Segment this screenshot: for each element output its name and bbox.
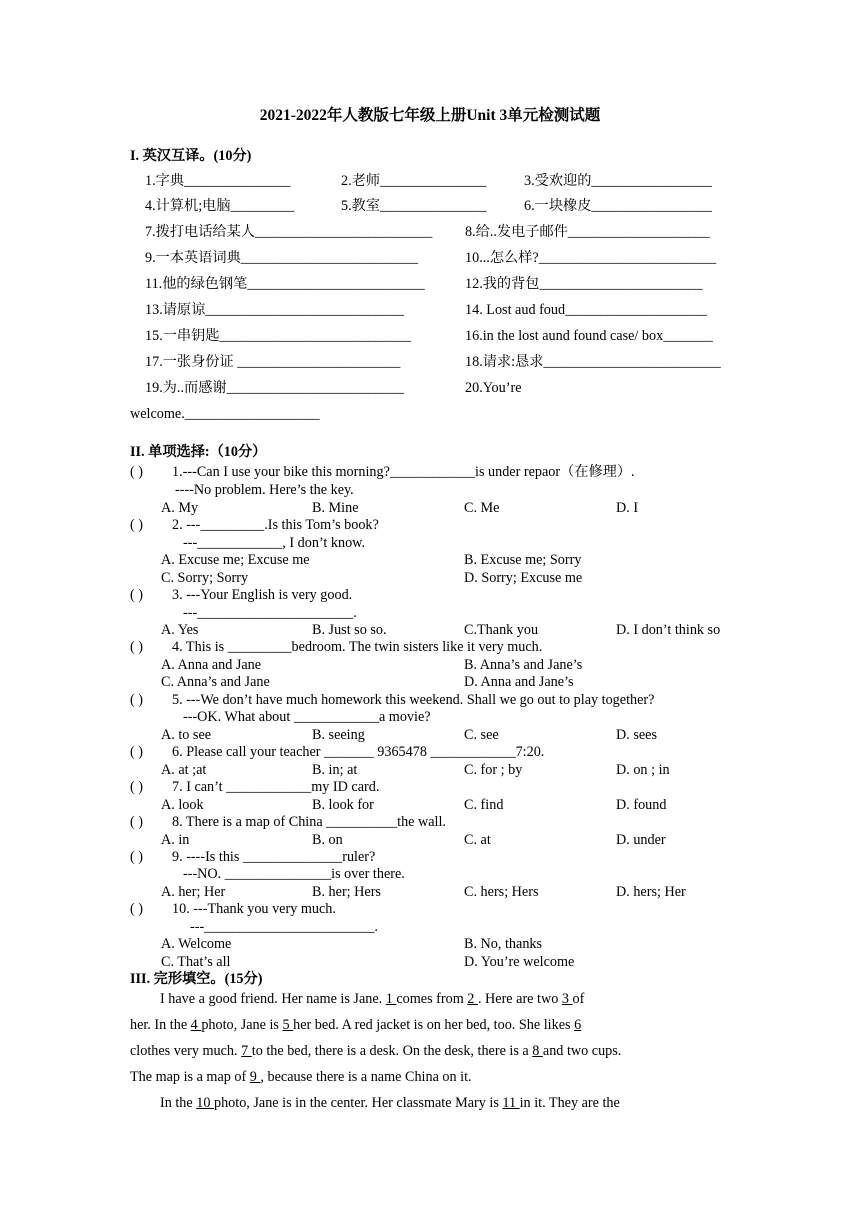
cloze-text: in it. They are the <box>519 1095 620 1111</box>
cloze-line <box>130 1070 472 1084</box>
cloze-blank-5: 5 <box>282 1017 294 1033</box>
option-d: D. I don’t think so <box>616 622 721 638</box>
vocab-item: 9.一本英语词典_________________________ <box>145 250 419 266</box>
question-line: ---______________________. <box>183 605 357 621</box>
cloze-text: clothes very much. <box>130 1043 242 1059</box>
question-line: ---OK. What about ____________a movie? <box>183 709 431 725</box>
option-c: C. find <box>464 797 504 813</box>
answer-paren: ( ) <box>130 587 143 603</box>
cloze-blank-4: 4 <box>190 1017 202 1033</box>
option-c: C. at <box>464 832 491 848</box>
question-stem: 8. There is a map of China __________the wall. <box>172 814 446 830</box>
vocab-item: 18.请求:恳求_________________________ <box>465 354 721 370</box>
cloze-text: The map is a map of <box>130 1069 250 1085</box>
page-title: 2021-2022年人教版七年级上册Unit 3单元检测试题 <box>259 107 601 124</box>
option-b: B. look for <box>312 797 374 813</box>
cloze-text: to the bed, there is a desk. On the desk, there is a <box>251 1043 533 1059</box>
question-stem: 9. ----Is this ______________ruler? <box>172 849 376 865</box>
cloze-text: , because there is a name China on it. <box>260 1069 472 1085</box>
vocab-item: 7.拨打电话给某人_________________________ <box>145 224 433 240</box>
cloze-text: photo, Jane is <box>201 1017 283 1033</box>
vocab-item: 5.教室_______________ <box>341 198 487 214</box>
answer-paren: ( ) <box>130 744 143 760</box>
vocab-item: 17.一张身份证 _______________________ <box>145 354 401 370</box>
vocab-item: 13.请原谅____________________________ <box>145 302 404 318</box>
option-c: C. Anna’s and Jane <box>161 674 270 690</box>
option-a: A. her; Her <box>161 884 226 900</box>
vocab-item: 11.他的绿色钢笔_________________________ <box>145 276 425 292</box>
answer-paren: ( ) <box>130 692 143 708</box>
question-line: ---________________________. <box>190 919 378 935</box>
vocab-item: 20.You’re <box>465 380 522 396</box>
option-d: D. hers; Her <box>616 884 686 900</box>
option-a: A. Excuse me; Excuse me <box>161 552 310 568</box>
cloze-blank-3: 3 <box>561 991 573 1007</box>
vocab-item: 6.一块橡皮_________________ <box>524 198 712 214</box>
vocab-item: 15.一串钥匙___________________________ <box>145 328 412 344</box>
section-3-heading: III. 完形填空。(15分) <box>130 971 263 987</box>
cloze-blank-11: 11 <box>502 1095 520 1111</box>
cloze-blank-2: 2 <box>467 991 478 1007</box>
option-c: C. Sorry; Sorry <box>161 570 249 586</box>
answer-paren: ( ) <box>130 849 143 865</box>
cloze-blank-7: 7 <box>241 1043 252 1059</box>
vocab-item: welcome.___________________ <box>130 406 320 422</box>
option-d: D. Anna and Jane’s <box>464 674 574 690</box>
cloze-blank-6: 6 <box>574 1017 582 1033</box>
vocab-item: 8.给..发电子邮件____________________ <box>465 224 710 240</box>
option-a: A. My <box>161 500 199 516</box>
section-1-heading: I. 英汉互译。(10分) <box>130 148 252 164</box>
cloze-blank-9: 9 <box>249 1069 261 1085</box>
option-a: A. at ;at <box>161 762 207 778</box>
vocab-item: 12.我的背包_______________________ <box>465 276 703 292</box>
question-line: ----No problem. Here’s the key. <box>175 482 354 498</box>
cloze-text: of <box>572 991 585 1007</box>
option-b: B. in; at <box>312 762 358 778</box>
option-b: B. Excuse me; Sorry <box>464 552 582 568</box>
vocab-item: 1.字典_______________ <box>145 173 291 189</box>
cloze-blank-1: 1 <box>385 991 397 1007</box>
answer-paren: ( ) <box>130 464 143 480</box>
cloze-text: photo, Jane is in the center. Her classmate Mary is <box>213 1095 503 1111</box>
question-line: ---____________, I don’t know. <box>183 535 366 551</box>
answer-paren: ( ) <box>130 901 143 917</box>
option-a: A. Welcome <box>161 936 232 952</box>
cloze-text: . Here are two <box>477 991 562 1007</box>
cloze-text: In the <box>160 1095 197 1111</box>
cloze-text: her. In the <box>130 1017 191 1033</box>
option-d: D. Sorry; Excuse me <box>464 570 583 586</box>
cloze-text: and two cups. <box>542 1043 622 1059</box>
cloze-blank-10: 10 <box>196 1095 214 1111</box>
option-b: B. Just so so. <box>312 622 387 638</box>
answer-paren: ( ) <box>130 814 143 830</box>
cloze-line <box>160 1096 620 1110</box>
vocab-item: 10...怎么样?_________________________ <box>465 250 717 266</box>
cloze-line <box>130 1044 621 1058</box>
question-stem: 5. ---We don’t have much homework this weekend. Shall we go out to play together? <box>172 692 655 708</box>
answer-paren: ( ) <box>130 779 143 795</box>
option-a: A. in <box>161 832 190 848</box>
option-b: B. Mine <box>312 500 359 516</box>
option-b: B. on <box>312 832 343 848</box>
option-d: D. I <box>616 500 639 516</box>
option-a: A. to see <box>161 727 212 743</box>
cloze-line <box>160 992 584 1006</box>
option-d: D. sees <box>616 727 657 743</box>
vocab-item: 4.计算机;电脑_________ <box>145 198 295 214</box>
vocab-item: 16.in the lost aund found case/ box_______ <box>465 328 713 344</box>
question-stem: 3. ---Your English is very good. <box>172 587 353 603</box>
option-c: C. That’s all <box>161 954 231 970</box>
option-c: C. Me <box>464 500 500 516</box>
option-b: B. Anna’s and Jane’s <box>464 657 583 673</box>
question-stem: 4. This is _________bedroom. The twin sisters like it very much. <box>172 639 543 655</box>
option-c: C. see <box>464 727 499 743</box>
section-2-heading: II. 单项选择:（10分） <box>130 444 267 460</box>
vocab-item: 2.老师_______________ <box>341 173 487 189</box>
option-a: A. Anna and Jane <box>161 657 262 673</box>
option-b: B. seeing <box>312 727 365 743</box>
answer-paren: ( ) <box>130 517 143 533</box>
cloze-text: her bed. A red jacket is on her bed, too. She likes <box>293 1017 575 1033</box>
cloze-line <box>130 1018 581 1032</box>
option-a: A. look <box>161 797 204 813</box>
option-c: C. hers; Hers <box>464 884 539 900</box>
option-b: B. her; Hers <box>312 884 381 900</box>
question-stem: 10. ---Thank you very much. <box>172 901 336 917</box>
option-c: C.Thank you <box>464 622 539 638</box>
option-d: D. under <box>616 832 666 848</box>
question-stem: 7. I can’t ____________my ID card. <box>172 779 380 795</box>
option-c: C. for ; by <box>464 762 523 778</box>
option-d: D. You’re welcome <box>464 954 575 970</box>
option-a: A. Yes <box>161 622 199 638</box>
question-stem: 6. Please call your teacher _______ 9365478 ____________7:20. <box>172 744 545 760</box>
option-d: D. on ; in <box>616 762 670 778</box>
option-d: D. found <box>616 797 667 813</box>
cloze-text: comes from <box>396 991 468 1007</box>
vocab-item: 3.受欢迎的_________________ <box>524 173 712 189</box>
cloze-text: I have a good friend. Her name is Jane. <box>160 991 386 1007</box>
cloze-blank-8: 8 <box>532 1043 543 1059</box>
question-stem: 2. ---_________.Is this Tom’s book? <box>172 517 379 533</box>
question-line: ---NO. _______________is over there. <box>183 866 405 882</box>
vocab-item: 14. Lost aud foud____________________ <box>465 302 707 318</box>
question-stem: 1.---Can I use your bike this morning?____________is under repaor（在修理）. <box>172 464 635 480</box>
option-b: B. No, thanks <box>464 936 543 952</box>
answer-paren: ( ) <box>130 639 143 655</box>
vocab-item: 19.为..而感谢_________________________ <box>145 380 404 396</box>
